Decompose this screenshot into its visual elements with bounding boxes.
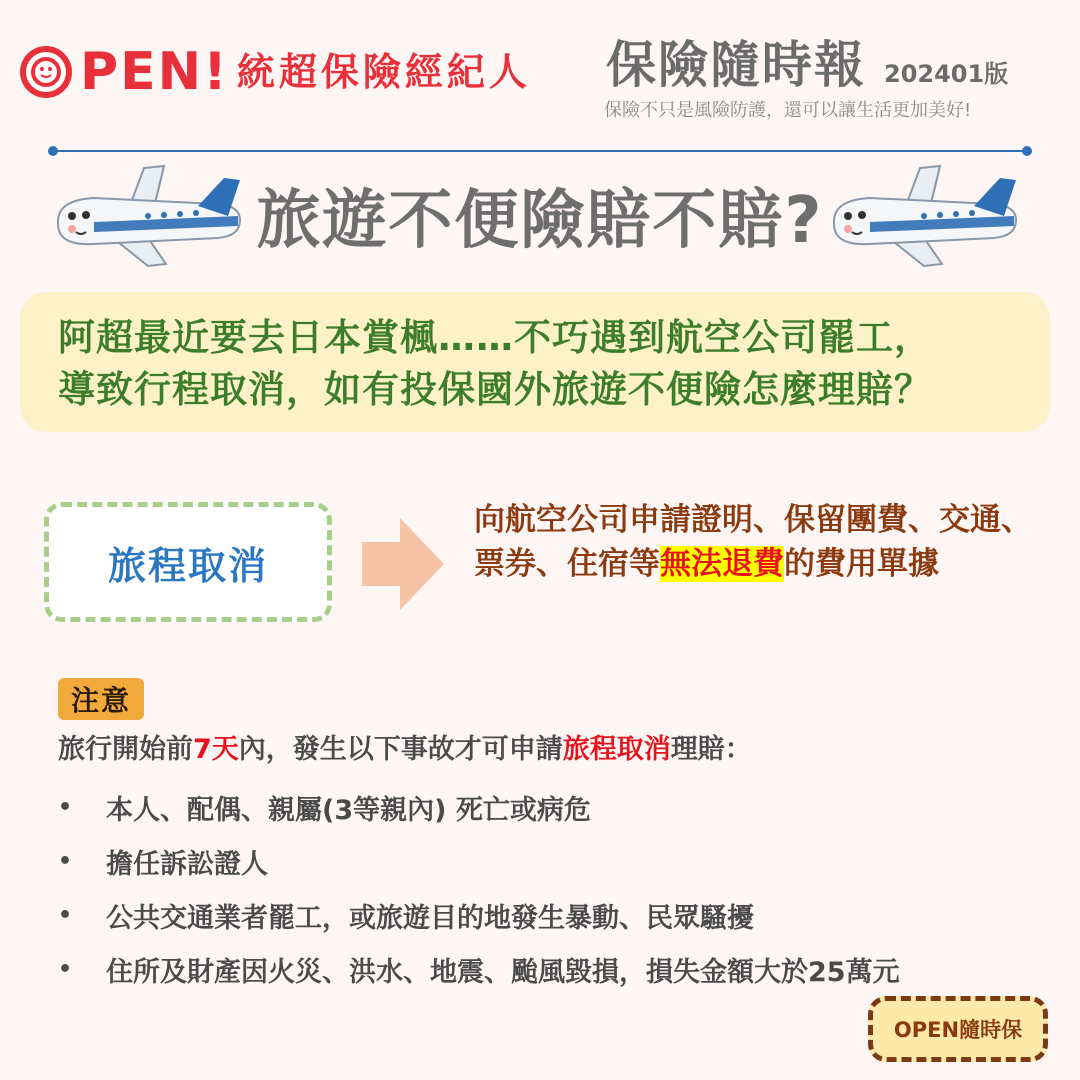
documents-text-a: 向航空公司申請證明、保留團費、交通、票券、住宿等 — [474, 502, 1032, 582]
question-text — [58, 312, 1048, 416]
bullet: • — [58, 794, 73, 820]
bullet: • — [58, 956, 73, 982]
brand-name: 統超保險經紀人 — [236, 50, 531, 94]
brand-logo — [18, 44, 531, 100]
list-item — [58, 780, 900, 834]
open-insurance-stamp: OPEN隨時保 — [868, 996, 1048, 1062]
list-item — [58, 834, 900, 888]
list-item — [58, 888, 900, 942]
intro-claim-type: 旅程取消 — [562, 734, 671, 765]
intro-part-c: 理賠： — [670, 734, 752, 765]
trip-cancellation-label: 旅程取消 — [107, 543, 268, 588]
notice-badge: 注意 — [58, 678, 144, 720]
brand-open-text: PEN! — [80, 42, 229, 102]
question-line-2: 導致行程取消，如有投保國外旅遊不便險怎麼理賠？ — [58, 368, 932, 411]
header-divider — [52, 150, 1028, 152]
main-title: 旅遊不便險賠不賠? — [256, 184, 824, 258]
divider-dot-right — [1022, 146, 1032, 156]
bullet: • — [58, 848, 73, 874]
trip-cancellation-box — [44, 502, 332, 622]
divider-dot-left — [48, 146, 58, 156]
publication-title: 保險隨時報 — [606, 36, 866, 94]
smiley-target-icon — [18, 44, 74, 100]
list-item-text: 住所及財產因火災、洪水、地震、颱風毀損，損失金額大於25萬元 — [106, 956, 900, 988]
tagline: 保險不只是風險防護，還可以讓生活更加美好! — [604, 100, 972, 121]
list-item-text: 擔任訴訟證人 — [106, 848, 268, 880]
airplane-icon-right — [824, 162, 1024, 274]
airplane-icon-left — [48, 162, 248, 274]
intro-part-a: 旅行開始前 — [58, 734, 193, 765]
edition-label: 202401版 — [884, 60, 1009, 88]
required-documents-text — [474, 498, 1054, 586]
arrow-right-icon — [362, 518, 444, 610]
list-item-text: 本人、配偶、親屬(3等親內) 死亡或病危 — [106, 794, 591, 826]
documents-text-b: 的費用單據 — [784, 546, 939, 582]
non-refundable-highlight: 無法退費 — [660, 546, 784, 582]
eligible-events-list — [58, 780, 900, 996]
bullet: • — [58, 902, 73, 928]
question-line-1: 阿超最近要去日本賞楓……不巧遇到航空公司罷工， — [58, 316, 932, 359]
list-item-text: 公共交通業者罷工，或旅遊目的地發生暴動、民眾騷擾 — [106, 902, 754, 934]
list-item — [58, 942, 900, 996]
intro-days: 7天 — [193, 734, 239, 765]
notice-intro — [58, 730, 752, 770]
intro-part-b: 內，發生以下事故才可申請 — [238, 734, 563, 765]
